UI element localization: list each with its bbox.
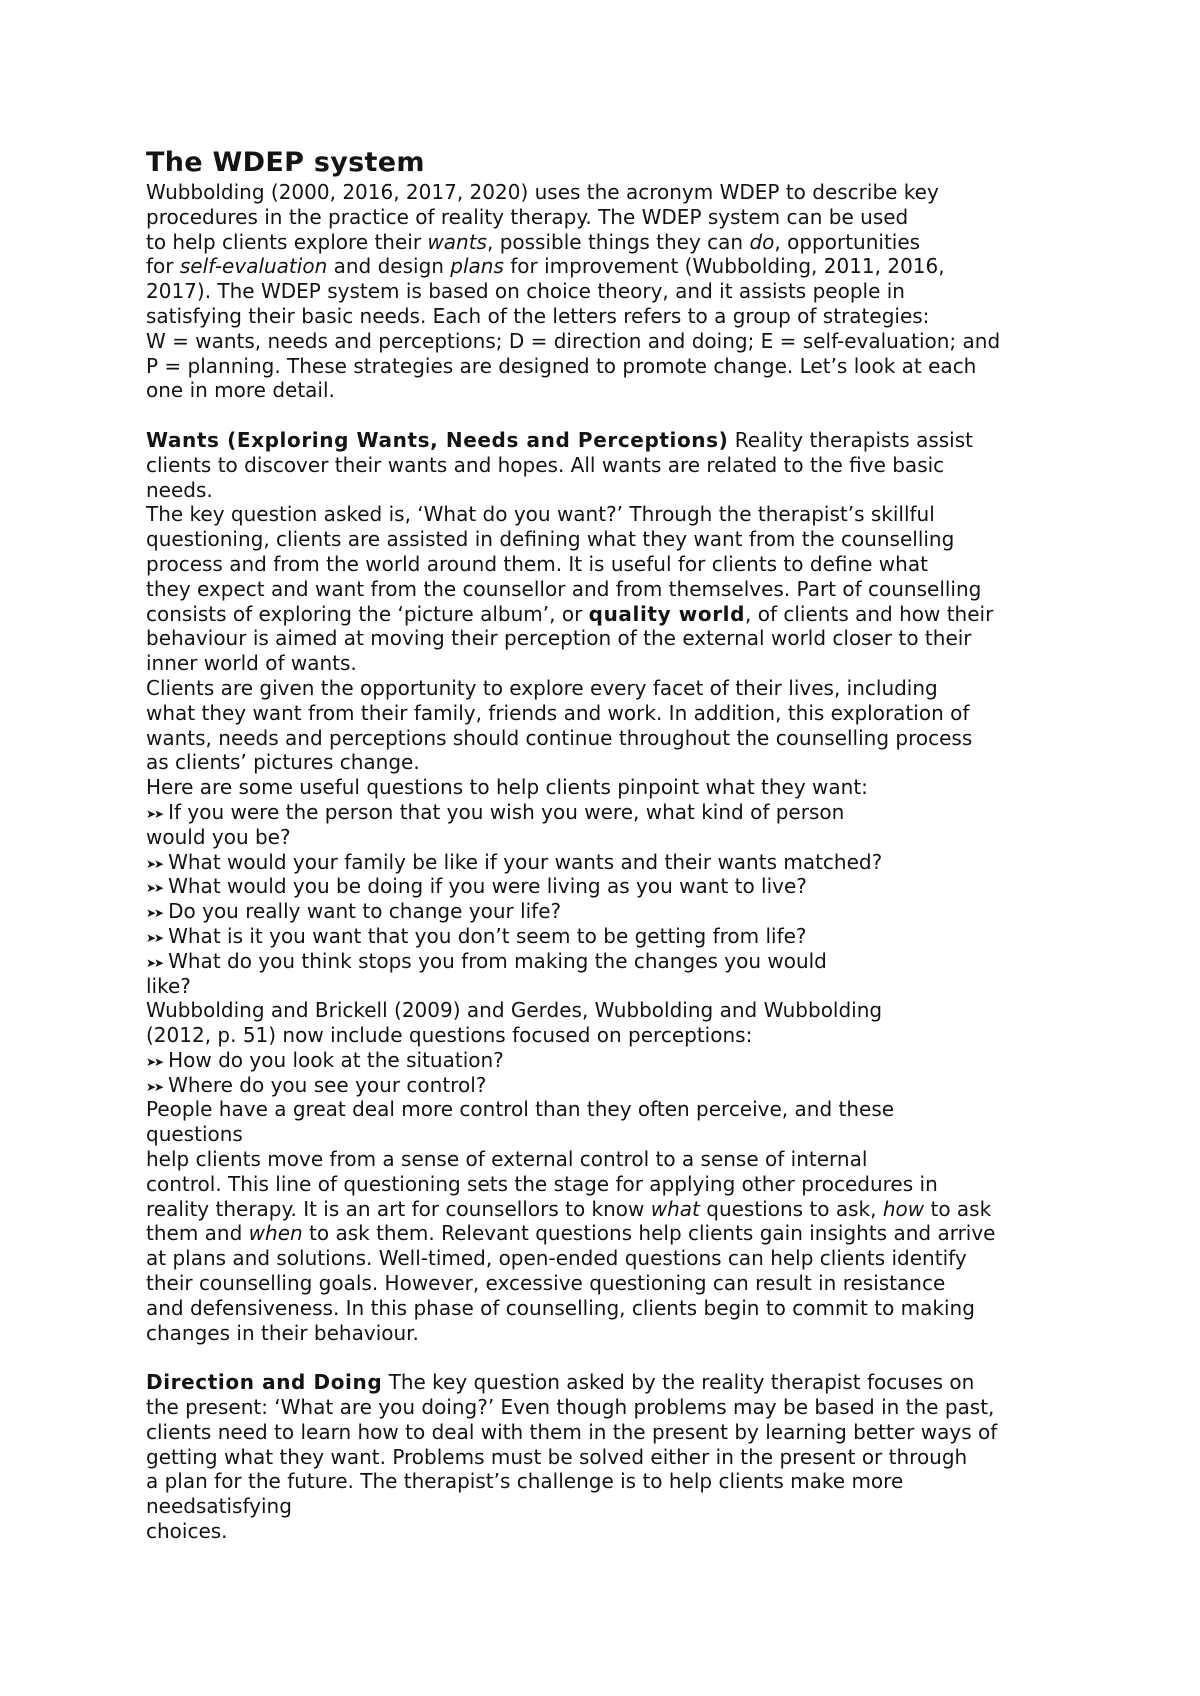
text-run: like? bbox=[146, 973, 191, 998]
text-line bbox=[146, 1147, 1146, 1172]
text-line bbox=[146, 602, 1146, 627]
text-line bbox=[146, 552, 1146, 577]
text-line bbox=[146, 1023, 1146, 1048]
text-run: they expect and want from the counsellor and from themselves. Part of counselling bbox=[146, 576, 982, 601]
text-line bbox=[146, 478, 1146, 503]
text-run: them and bbox=[146, 1221, 249, 1246]
text-line bbox=[146, 676, 1146, 701]
text-run: Reality therapists assist bbox=[728, 427, 973, 452]
text-run: inner world of wants. bbox=[146, 651, 357, 676]
text-line bbox=[146, 1271, 1146, 1296]
text-run: the present: ‘What are you doing?’ Even though problems may be based in the past, bbox=[146, 1395, 995, 1420]
text-line bbox=[146, 577, 1146, 602]
bold-text-run: Wants (Exploring Wants, Needs and Perceptions) bbox=[146, 427, 729, 452]
text-run: changes in their behaviour. bbox=[146, 1320, 419, 1345]
italic-text-run: self-evaluation bbox=[179, 254, 328, 279]
text-line bbox=[146, 205, 1146, 230]
text-line bbox=[146, 453, 1146, 478]
text-run: , opportunities bbox=[774, 229, 921, 254]
paragraph-spacer bbox=[146, 1345, 1146, 1370]
text-run: Clients are given the opportunity to explore every facet of their lives, including bbox=[146, 675, 938, 700]
text-run: questions bbox=[146, 1122, 243, 1147]
text-run: How do you look at the situation? bbox=[168, 1047, 504, 1072]
bullet-list-item bbox=[146, 1048, 1146, 1073]
text-run: clients to discover their wants and hopes. All wants are related to the five basic bbox=[146, 452, 945, 477]
text-run: their counselling goals. However, excessive questioning can result in resistance bbox=[146, 1271, 946, 1296]
text-run: satisfying their basic needs. Each of the letters refers to a group of strategies: bbox=[146, 303, 930, 328]
double-arrow-bullet-icon: ➤➤ bbox=[146, 881, 163, 896]
bullet-list-item bbox=[146, 1073, 1146, 1098]
double-arrow-bullet-icon: ➤➤ bbox=[146, 1079, 163, 1094]
text-run: as clients’ pictures change. bbox=[146, 750, 420, 775]
text-line bbox=[146, 1122, 1146, 1147]
page-title: The WDEP system bbox=[146, 147, 425, 178]
text-run: What would your family be like if your wants and their wants matched? bbox=[168, 849, 883, 874]
text-line bbox=[146, 354, 1146, 379]
text-run: getting what they want. Problems must be solved either in the present or through bbox=[146, 1444, 968, 1469]
text-line bbox=[146, 428, 1146, 453]
text-run: to help clients explore their bbox=[146, 229, 428, 254]
text-run: What do you think stops you from making the changes you would bbox=[168, 948, 827, 973]
double-arrow-bullet-icon: ➤➤ bbox=[146, 955, 163, 970]
text-line bbox=[146, 1246, 1146, 1271]
text-run: needsatisfying bbox=[146, 1494, 292, 1519]
paragraph-intro bbox=[146, 180, 1146, 403]
text-run: 2017). The WDEP system is based on choice theory, and it assists people in bbox=[146, 279, 905, 304]
double-arrow-bullet-icon: ➤➤ bbox=[146, 930, 163, 945]
text-run: wants, needs and perceptions should continue throughout the counselling process bbox=[146, 725, 973, 750]
text-run: reality therapy. It is an art for counsellors to know bbox=[146, 1196, 651, 1221]
text-run: W = wants, needs and perceptions; D = direction and doing; E = self-evaluation; and bbox=[146, 328, 1001, 353]
text-line bbox=[146, 775, 1146, 800]
text-line bbox=[146, 230, 1146, 255]
text-run: If you were the person that you wish you were, what kind of person bbox=[168, 799, 845, 824]
double-arrow-bullet-icon: ➤➤ bbox=[146, 1054, 163, 1069]
text-run: and defensiveness. In this phase of counselling, clients begin to commit to making bbox=[146, 1295, 975, 1320]
text-line bbox=[146, 651, 1146, 676]
text-run: People have a great deal more control than they often perceive, and these bbox=[146, 1097, 895, 1122]
bullet-list-item bbox=[146, 850, 1146, 875]
section-wants bbox=[146, 428, 1146, 1345]
double-arrow-bullet-icon: ➤➤ bbox=[146, 806, 163, 821]
bullet-list-item bbox=[146, 899, 1146, 924]
text-run: would you be? bbox=[146, 824, 291, 849]
text-run: procedures in the practice of reality therapy. The WDEP system can be used bbox=[146, 204, 909, 229]
text-run: at plans and solutions. Well-timed, open-ended questions can help clients identify bbox=[146, 1246, 967, 1271]
italic-text-run: do bbox=[749, 229, 775, 254]
text-line bbox=[146, 974, 1146, 999]
paragraph-spacer bbox=[146, 403, 1146, 428]
text-line bbox=[146, 329, 1146, 354]
italic-text-run: what bbox=[650, 1196, 700, 1221]
text-line bbox=[146, 1494, 1146, 1519]
text-run: needs. bbox=[146, 477, 213, 502]
text-run: questions to ask, bbox=[699, 1196, 883, 1221]
text-run: Do you really want to change your life? bbox=[168, 899, 562, 924]
text-run: a plan for the future. The therapist’s challenge is to help clients make more bbox=[146, 1469, 904, 1494]
text-line bbox=[146, 1321, 1146, 1346]
text-line bbox=[146, 701, 1146, 726]
italic-text-run: wants bbox=[427, 229, 487, 254]
bullet-list-item bbox=[146, 800, 1146, 825]
italic-text-run: plans bbox=[450, 254, 504, 279]
text-run: for improvement (Wubbolding, 2011, 2016, bbox=[503, 254, 945, 279]
bold-text-run: Direction and Doing bbox=[146, 1370, 383, 1395]
text-line bbox=[146, 254, 1146, 279]
text-line bbox=[146, 502, 1146, 527]
text-run: P = planning. These strategies are designed to promote change. Let’s look at each bbox=[146, 353, 977, 378]
text-line bbox=[146, 1469, 1146, 1494]
italic-text-run: how bbox=[882, 1196, 925, 1221]
text-run: questioning, clients are assisted in defining what they want from the counselling bbox=[146, 527, 955, 552]
double-arrow-bullet-icon: ➤➤ bbox=[146, 856, 163, 871]
text-line bbox=[146, 527, 1146, 552]
text-line bbox=[146, 1097, 1146, 1122]
document-page bbox=[146, 146, 1146, 1544]
text-run: , possible things they can bbox=[486, 229, 750, 254]
text-run: behaviour is aimed at moving their perception of the external world closer to their bbox=[146, 626, 972, 651]
text-line bbox=[146, 378, 1146, 403]
text-line bbox=[146, 1370, 1146, 1395]
section-direction-doing bbox=[146, 1370, 1146, 1544]
text-run: (2012, p. 51) now include questions focused on perceptions: bbox=[146, 1023, 753, 1048]
bullet-list-item bbox=[146, 949, 1146, 974]
text-line bbox=[146, 626, 1146, 651]
text-run: The key question asked is, ‘What do you want?’ Through the therapist’s skillful bbox=[146, 502, 935, 527]
text-line bbox=[146, 726, 1146, 751]
text-line bbox=[146, 750, 1146, 775]
text-line bbox=[146, 1296, 1146, 1321]
text-run: to ask them. Relevant questions help clients gain insights and arrive bbox=[302, 1221, 996, 1246]
text-run: to ask bbox=[924, 1196, 992, 1221]
text-run: choices. bbox=[146, 1519, 228, 1544]
bullet-list-item bbox=[146, 874, 1146, 899]
text-line bbox=[146, 1395, 1146, 1420]
text-run: Where do you see your control? bbox=[168, 1072, 487, 1097]
bullet-list-item bbox=[146, 924, 1146, 949]
text-run: and design bbox=[327, 254, 451, 279]
text-line bbox=[146, 180, 1146, 205]
text-run: for bbox=[146, 254, 180, 279]
text-line bbox=[146, 1445, 1146, 1470]
text-run: clients need to learn how to deal with them in the present by learning better ways of bbox=[146, 1419, 998, 1444]
text-run: what they want from their family, friends and work. In addition, this exploration of bbox=[146, 700, 970, 725]
text-line bbox=[146, 1197, 1146, 1222]
text-run: Here are some useful questions to help clients pinpoint what they want: bbox=[146, 775, 868, 800]
text-line bbox=[146, 1172, 1146, 1197]
double-arrow-bullet-icon: ➤➤ bbox=[146, 906, 163, 921]
text-line bbox=[146, 1519, 1146, 1544]
text-run: Wubbolding and Brickell (2009) and Gerdes, Wubbolding and Wubbolding bbox=[146, 998, 883, 1023]
text-run: What would you be doing if you were living as you want to live? bbox=[168, 874, 807, 899]
text-run: What is it you want that you don’t seem to be getting from life? bbox=[168, 923, 807, 948]
italic-text-run: when bbox=[248, 1221, 303, 1246]
bold-text-run: quality world bbox=[588, 601, 746, 626]
text-line bbox=[146, 1420, 1146, 1445]
text-line bbox=[146, 998, 1146, 1023]
text-run: Wubbolding (2000, 2016, 2017, 2020) uses the acronym WDEP to describe key bbox=[146, 180, 939, 204]
text-run: process and from the world around them. It is useful for clients to define what bbox=[146, 551, 928, 576]
text-line bbox=[146, 279, 1146, 304]
text-line bbox=[146, 825, 1146, 850]
text-line bbox=[146, 1221, 1146, 1246]
text-run: one in more detail. bbox=[146, 378, 335, 403]
text-run: , of clients and how their bbox=[745, 601, 994, 626]
text-run: control. This line of questioning sets the stage for applying other procedures in bbox=[146, 1171, 938, 1196]
text-run: The key question asked by the reality therapist focuses on bbox=[382, 1370, 975, 1395]
text-run: consists of exploring the ‘picture album’, or bbox=[146, 601, 589, 626]
text-run: help clients move from a sense of external control to a sense of internal bbox=[146, 1147, 868, 1172]
text-line bbox=[146, 304, 1146, 329]
